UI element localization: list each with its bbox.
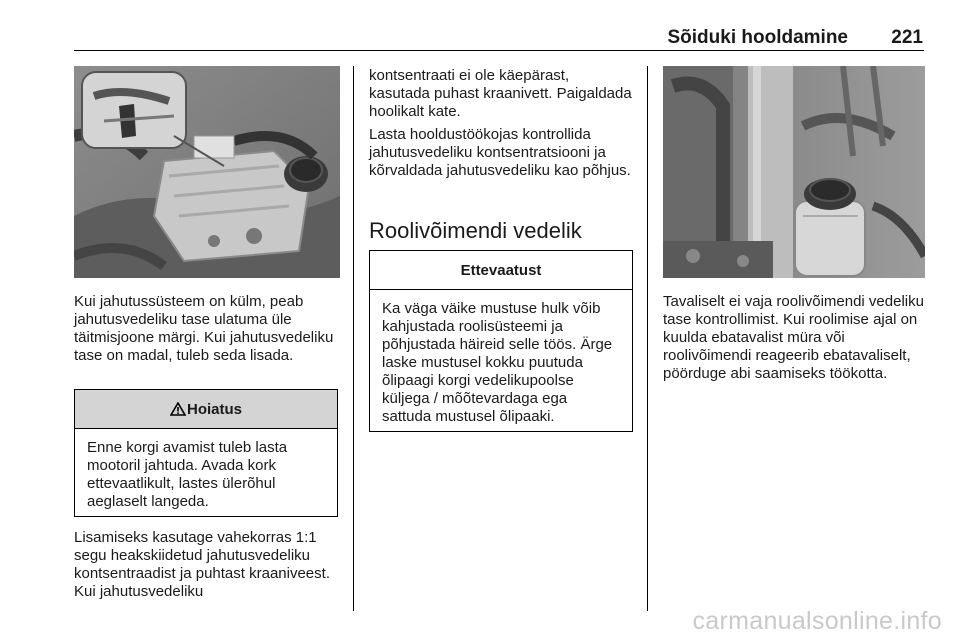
- warning-triangle-icon: [170, 402, 186, 416]
- warning-text: Enne korgi avamist tuleb lasta mootoril jahtuda. Avada kork ettevaatlikult, lastes ülerõhul aeglaselt langeda.: [87, 439, 288, 510]
- caution-box-header: [370, 251, 632, 290]
- caution-title: Ettevaatust: [460, 261, 542, 279]
- power-steering-reservoir-photo: [663, 66, 925, 278]
- coolant-level-paragraph: Kui jahutussüsteem on külm, peab jahutusvedeliku tase ulatuma üle täitmisjoone märgi. Kui jahutusvedeliku tase on madal, tuleb seda lisada.: [74, 293, 334, 364]
- warning-box-header: [75, 390, 337, 429]
- caution-text: Ka väga väike mustuse hulk võib kahjustada roolisüsteemi ja põhjustada häireid selle töös. Ärge laske mustusel kokku puutuda õlipaagi korgi vedelikupoolse küljega / mõõtevardaga ega sattuda mustusel õlipaaki.: [382, 300, 613, 425]
- warning-title: Hoiatus: [186, 400, 242, 418]
- mixing-instruction-paragraph: Lisamiseks kasutage vahekorras 1:1 segu heakskiidetud jahutusvedeliku kontsentraadist ja puhtast kraaniveest. Kui jahutusvedeliku: [74, 529, 330, 600]
- steering-fluid-paragraph: Tavaliselt ei vaja roolivõimendi vedeliku tase kontrollimist. Kui roolimise ajal on kuulda ebatavalist müra või roolivõimendi reageerib ebatavaliselt, pöörduge abi saamiseks töökotta.: [663, 293, 924, 382]
- workshop-check-paragraph: Lasta hooldustöökojas kontrollida jahutusvedeliku kontsentratsiooni ja kõrvaldada jahutusvedeliku kao põhjus.: [369, 126, 631, 179]
- section-title: Sõiduki hooldamine: [667, 27, 848, 48]
- watermark: carmanualsonline.info: [692, 607, 942, 635]
- warning-box: [74, 389, 338, 517]
- tap-water-paragraph: kontsentraati ei ole käepärast, kasutada puhast kraanivett. Paigaldada hoolikalt kate.: [369, 67, 632, 120]
- caution-box: [369, 250, 633, 432]
- column-divider-left: [353, 66, 354, 611]
- header-divider: [74, 50, 924, 51]
- engine-coolant-reservoir-photo: [74, 66, 340, 278]
- column-divider-right: [647, 66, 648, 611]
- power-steering-heading: Roolivõimendi vedelik: [369, 218, 582, 243]
- page-number: 221: [891, 27, 923, 48]
- page-header: [0, 0, 960, 56]
